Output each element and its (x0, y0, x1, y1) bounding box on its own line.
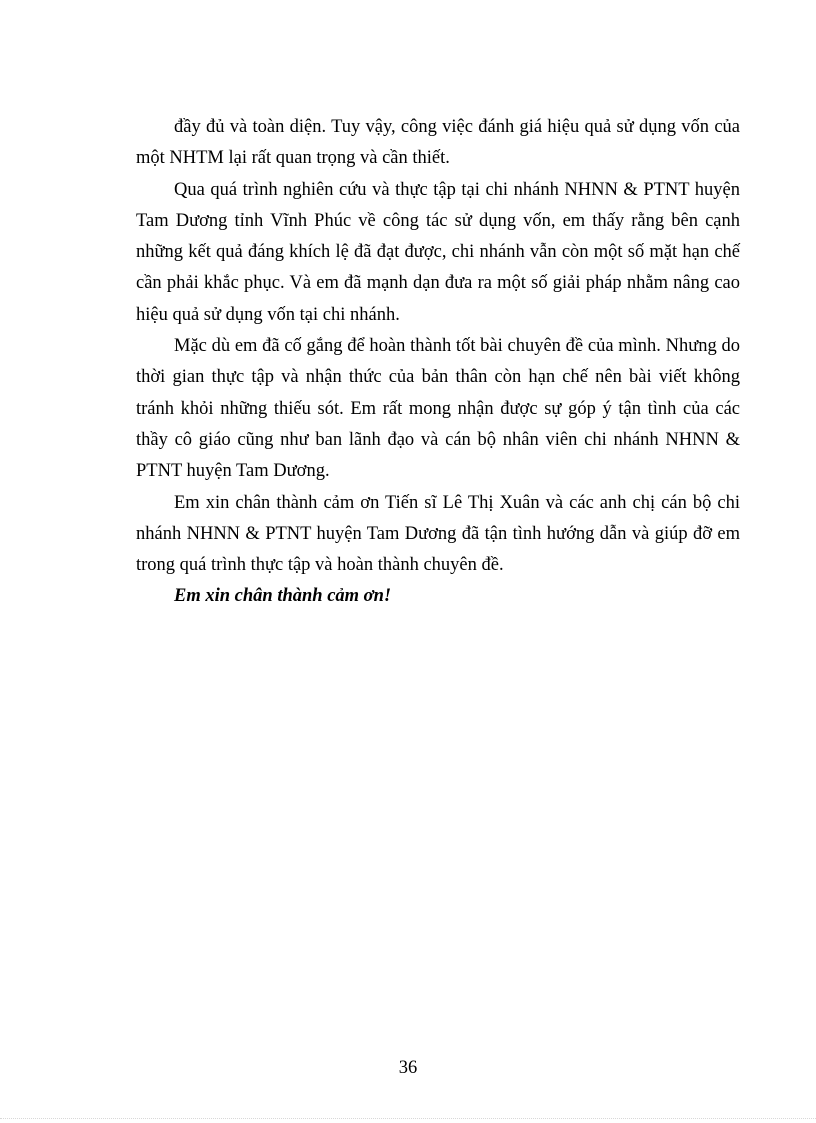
body-text (136, 112, 740, 613)
paragraph-continuation: đầy đủ và toàn diện. Tuy vậy, công việc đánh giá hiệu quả sử dụng vốn của một NHTM lại rất quan trọng và cần thiết. (136, 117, 740, 169)
page-bottom-divider (0, 1118, 816, 1119)
closing-thanks: Em xin chân thành cảm ơn! (174, 586, 392, 607)
paragraph-limitations: Mặc dù em đã cố gắng để hoàn thành tốt bài chuyên đề của mình. Nhưng do thời gian thực tập và nhận thức của bản thân còn hạn chế nên bài viết không tránh khỏi những thiếu sót. Em rất mong nhận được sự góp ý tận tình của các thầy cô giáo cũng như ban lãnh đạo và cán bộ nhân viên chi nhánh NHNN & PTNT huyện Tam Dương. (136, 336, 740, 482)
page-number: 36 (398, 1058, 418, 1078)
paragraph-research-summary: Qua quá trình nghiên cứu và thực tập tại chi nhánh NHNN & PTNT huyện Tam Dương tỉnh Vĩnh Phúc về công tác sử dụng vốn, em thấy rằng bên cạnh những kết quả đáng khích lệ đã đạt được, chi nhánh vẫn còn một số mặt hạn chế cần phải khắc phục. Và em đã mạnh dạn đưa ra một số giải pháp nhằm nâng cao hiệu quả sử dụng vốn tại chi nhánh. (136, 179, 740, 325)
paragraph-acknowledgement: Em xin chân thành cảm ơn Tiến sĩ Lê Thị Xuân và các anh chị cán bộ chi nhánh NHNN & PTNT huyện Tam Dương đã tận tình hướng dẫn và giúp đỡ em trong quá trình thực tập và hoàn thành chuyên đề. (136, 492, 740, 576)
